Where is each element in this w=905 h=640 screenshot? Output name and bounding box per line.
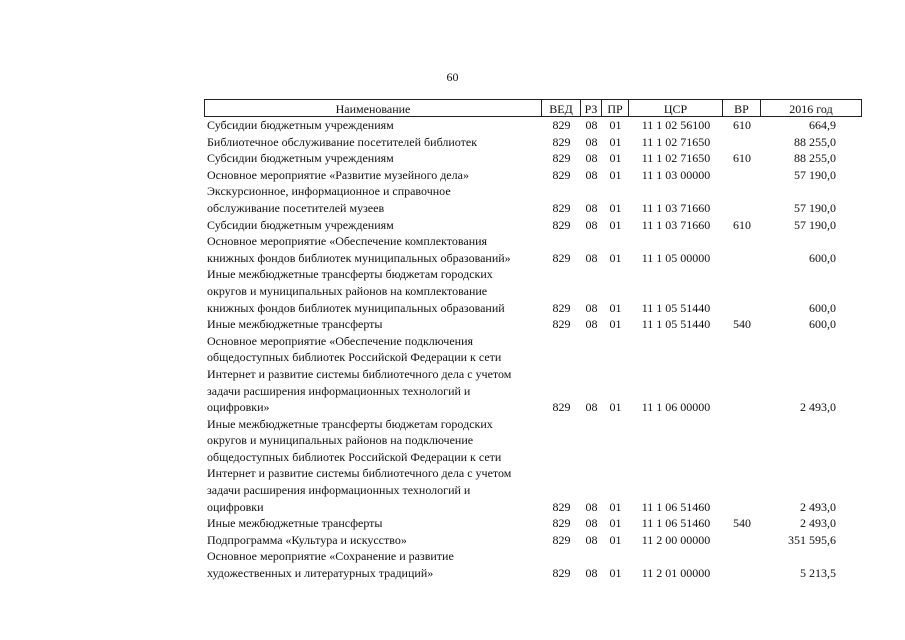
- cell-rz: 08: [585, 516, 598, 531]
- header-csr: ЦСР: [629, 99, 723, 117]
- cell-pr: 01: [609, 317, 622, 332]
- table-row: [204, 183, 862, 216]
- cell-name: [204, 167, 542, 184]
- cell-vr: [723, 532, 761, 549]
- cell-ved: 829: [552, 400, 571, 415]
- cell-rz: 08: [585, 499, 598, 514]
- cell-name: [204, 150, 542, 167]
- cell-vr: 610: [733, 118, 751, 132]
- cell-name-line: Иные межбюджетные трансферты бюджетам городских: [207, 416, 493, 431]
- cell-pr: 01: [609, 118, 622, 132]
- cell-name-line: оцифровки: [207, 499, 264, 514]
- cell-ved: 829: [552, 300, 571, 315]
- cell-sum: 57 190,0: [794, 200, 836, 215]
- cell-name: [204, 183, 542, 216]
- cell-name-line: Интернет и развитие системы библиотечного дела с учетом: [207, 366, 512, 381]
- cell-rz: 08: [585, 151, 598, 166]
- cell-name-line: Библиотечное обслуживание посетителей библиотек: [207, 134, 478, 149]
- cell-name: [204, 515, 542, 532]
- cell-name-line: задачи расширения информационных технологий и: [207, 383, 471, 398]
- cell-name-line: Субсидии бюджетным учреждениям: [207, 217, 394, 232]
- cell-vr: [723, 134, 761, 151]
- cell-pr: 01: [609, 532, 622, 547]
- cell-ved: 829: [552, 134, 571, 149]
- cell-rz: 08: [585, 317, 598, 332]
- cell-name: [204, 134, 542, 151]
- cell-ved: 829: [552, 200, 571, 215]
- cell-name-line: Иные межбюджетные трансферты: [207, 317, 383, 332]
- cell-rz: 08: [585, 300, 598, 315]
- cell-name: [204, 233, 542, 266]
- cell-name-line: Интернет и развитие системы библиотечного дела с учетом: [207, 466, 512, 481]
- cell-name: [204, 333, 542, 416]
- cell-pr: 01: [609, 250, 622, 265]
- cell-csr: 11 1 03 71660: [641, 200, 711, 215]
- cell-ved: 829: [552, 250, 571, 265]
- cell-vr: [723, 233, 761, 266]
- cell-vr: [723, 548, 761, 581]
- cell-name-line: обслуживание посетителей музеев: [207, 200, 385, 215]
- table-header: [204, 99, 862, 117]
- cell-pr: 01: [609, 499, 622, 514]
- cell-vr: [723, 167, 761, 184]
- cell-sum: 2 493,0: [800, 400, 836, 415]
- cell-pr: 01: [609, 134, 622, 149]
- cell-rz: 08: [585, 118, 598, 132]
- table-row: [204, 532, 862, 549]
- cell-rz: 08: [585, 250, 598, 265]
- cell-name-line: Подпрограмма «Культура и искусство»: [207, 532, 407, 547]
- cell-csr: 11 1 02 71650: [641, 151, 711, 166]
- cell-ved: 829: [552, 151, 571, 166]
- cell-sum: 57 190,0: [794, 167, 836, 182]
- header-name: Наименование: [204, 99, 542, 117]
- cell-pr: 01: [609, 300, 622, 315]
- cell-vr: [723, 416, 761, 516]
- header-ved: ВЕД: [542, 99, 581, 117]
- cell-rz: 08: [585, 200, 598, 215]
- table-row: [204, 134, 862, 151]
- cell-vr: [723, 333, 761, 416]
- budget-table: [204, 99, 862, 582]
- table-row: [204, 150, 862, 167]
- cell-vr: 540: [733, 317, 751, 332]
- cell-vr: 540: [733, 516, 751, 531]
- cell-sum: 5 213,5: [800, 566, 836, 581]
- cell-pr: 01: [609, 200, 622, 215]
- cell-sum: 600,0: [809, 250, 836, 265]
- table-row: [204, 316, 862, 333]
- table-row: [204, 217, 862, 234]
- table-row: [204, 515, 862, 532]
- cell-rz: 08: [585, 134, 598, 149]
- cell-name: [204, 217, 542, 234]
- cell-sum: 88 255,0: [794, 134, 836, 149]
- cell-rz: 08: [585, 566, 598, 581]
- table-body: [204, 117, 862, 582]
- cell-ved: 829: [552, 532, 571, 547]
- cell-name-line: задачи расширения информационных технологий и: [207, 483, 471, 498]
- cell-sum: 57 190,0: [794, 217, 836, 232]
- table-row: [204, 117, 862, 134]
- cell-sum: 664,9: [809, 118, 836, 132]
- cell-name-line: Иные межбюджетные трансферты: [207, 516, 383, 531]
- cell-name-line: Основное мероприятие «Обеспечение комплектования: [207, 234, 488, 249]
- cell-rz: 08: [585, 532, 598, 547]
- cell-name-line: Субсидии бюджетным учреждениям: [207, 118, 394, 132]
- cell-ved: 829: [552, 217, 571, 232]
- cell-name-line: общедоступных библиотек Российской Федерации к сети: [207, 449, 502, 464]
- cell-name-line: округов и муниципальных районов на комплектование: [207, 283, 488, 298]
- cell-sum: 2 493,0: [800, 516, 836, 531]
- cell-name-line: Экскурсионное, информационное и справочное: [207, 184, 451, 199]
- cell-name-line: оцифровки»: [207, 400, 270, 415]
- cell-csr: 11 1 06 51460: [641, 499, 711, 514]
- cell-vr: [723, 266, 761, 316]
- cell-pr: 01: [609, 217, 622, 232]
- cell-sum: 600,0: [809, 317, 836, 332]
- cell-name: [204, 266, 542, 316]
- cell-pr: 01: [609, 516, 622, 531]
- cell-vr: 610: [733, 217, 751, 232]
- cell-ved: 829: [552, 167, 571, 182]
- cell-csr: 11 1 05 00000: [641, 250, 711, 265]
- table-row: [204, 233, 862, 266]
- cell-name: [204, 548, 542, 581]
- cell-ved: 829: [552, 516, 571, 531]
- cell-pr: 01: [609, 400, 622, 415]
- header-vr: ВР: [723, 99, 761, 117]
- cell-sum: 88 255,0: [794, 151, 836, 166]
- cell-sum: 351 595,6: [788, 532, 836, 547]
- table-row: [204, 548, 862, 581]
- cell-name-line: книжных фондов библиотек муниципальных образований»: [207, 250, 511, 265]
- cell-name-line: округов и муниципальных районов на подключение: [207, 433, 474, 448]
- cell-name-line: Субсидии бюджетным учреждениям: [207, 151, 394, 166]
- page-number: 60: [446, 70, 459, 84]
- header-pr: ПР: [602, 99, 629, 117]
- cell-csr: 11 1 06 00000: [641, 400, 711, 415]
- cell-ved: 829: [552, 499, 571, 514]
- cell-csr: 11 2 00 00000: [641, 532, 711, 547]
- cell-name: [204, 117, 542, 134]
- cell-pr: 01: [609, 566, 622, 581]
- cell-pr: 01: [609, 151, 622, 166]
- table-row: [204, 416, 862, 516]
- cell-name-line: книжных фондов библиотек муниципальных образований: [207, 300, 505, 315]
- cell-rz: 08: [585, 217, 598, 232]
- cell-sum: 2 493,0: [800, 499, 836, 514]
- cell-name-line: общедоступных библиотек Российской Федерации к сети: [207, 350, 502, 365]
- cell-csr: 11 1 02 56100: [641, 118, 711, 132]
- cell-sum: 600,0: [809, 300, 836, 315]
- cell-csr: 11 1 05 51440: [641, 317, 711, 332]
- cell-vr: [723, 183, 761, 216]
- cell-csr: 11 1 02 71650: [641, 134, 711, 149]
- cell-name-line: Основное мероприятие «Сохранение и развитие: [207, 549, 454, 564]
- cell-name-line: Иные межбюджетные трансферты бюджетам городских: [207, 267, 493, 282]
- table-row: [204, 167, 862, 184]
- cell-csr: 11 1 05 51440: [641, 300, 711, 315]
- header-sum: 2016 год: [761, 99, 862, 117]
- cell-ved: 829: [552, 317, 571, 332]
- cell-ved: 829: [552, 566, 571, 581]
- cell-csr: 11 1 03 71660: [641, 217, 711, 232]
- cell-rz: 08: [585, 400, 598, 415]
- cell-name-line: художественных и литературных традиций»: [207, 566, 434, 581]
- table-row: [204, 333, 862, 416]
- table-row: [204, 266, 862, 316]
- cell-name: [204, 316, 542, 333]
- cell-csr: 11 1 03 00000: [641, 167, 711, 182]
- cell-csr: 11 2 01 00000: [641, 566, 711, 581]
- cell-pr: 01: [609, 167, 622, 182]
- cell-name: [204, 532, 542, 549]
- header-rz: РЗ: [581, 99, 602, 117]
- cell-vr: 610: [733, 151, 751, 166]
- cell-name: [204, 416, 542, 516]
- cell-csr: 11 1 06 51460: [641, 516, 711, 531]
- cell-ved: 829: [552, 118, 571, 132]
- cell-name-line: Основное мероприятие «Развитие музейного дела»: [207, 167, 469, 182]
- cell-name-line: Основное мероприятие «Обеспечение подключения: [207, 333, 474, 348]
- cell-rz: 08: [585, 167, 598, 182]
